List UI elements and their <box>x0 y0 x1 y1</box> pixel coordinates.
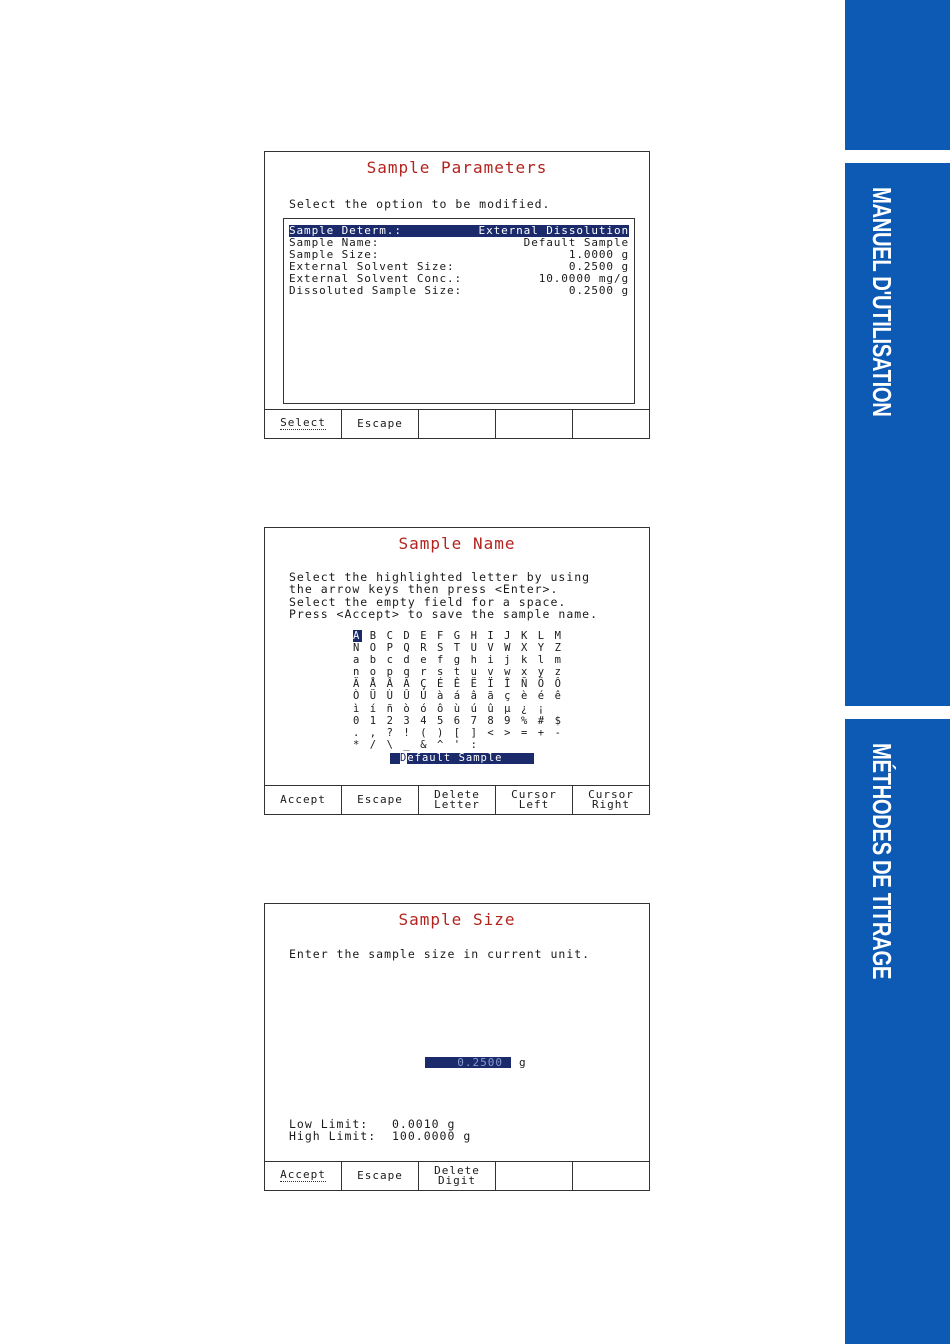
character-key[interactable]: J <box>504 630 511 642</box>
character-key[interactable]: X <box>520 642 528 655</box>
character-key[interactable]: ! <box>403 726 410 739</box>
character-key[interactable]: Ô <box>554 678 561 691</box>
character-key[interactable]: Q <box>403 642 410 655</box>
character-key[interactable]: ô <box>436 702 444 715</box>
character-key[interactable]: # <box>537 714 545 727</box>
sample-size-input[interactable]: 0.2500 <box>425 1057 511 1068</box>
character-key[interactable]: Â <box>386 678 393 691</box>
character-key[interactable]: ¿ <box>520 702 528 715</box>
character-key[interactable]: k <box>520 654 528 667</box>
limits-text: Low Limit: 0.0010 g High Limit: 100.0000 g <box>289 1117 472 1144</box>
parameter-label: Sample Size: <box>289 248 380 262</box>
character-key[interactable]: < <box>487 726 494 739</box>
character-key[interactable]: Ù <box>386 690 393 703</box>
character-key[interactable]: û <box>487 702 494 715</box>
character-key[interactable]: ñ <box>386 702 393 715</box>
character-key[interactable]: V <box>487 642 494 655</box>
character-key[interactable]: Ò <box>353 690 360 703</box>
softkey-menu <box>265 409 649 438</box>
character-key[interactable]: ç <box>504 690 511 703</box>
character-key[interactable] <box>555 703 572 715</box>
character-key[interactable]: H <box>470 630 477 642</box>
sample-parameters-screen <box>264 151 650 439</box>
character-key[interactable]: ^ <box>436 738 444 751</box>
character-key[interactable]: ì <box>353 702 360 715</box>
screen-title: Sample Name <box>398 534 516 553</box>
character-row <box>353 642 571 654</box>
character-key[interactable]: 1 <box>369 714 377 727</box>
character-key[interactable]: B <box>369 630 377 642</box>
character-key[interactable]: f <box>436 654 444 667</box>
sample-size-screen <box>264 903 650 1191</box>
character-key[interactable]: C <box>386 630 393 642</box>
character-key[interactable]: i <box>487 654 494 667</box>
character-key[interactable]: & <box>420 738 427 751</box>
select-button[interactable]: Select <box>265 410 342 438</box>
character-key[interactable]: o <box>369 666 377 679</box>
character-key[interactable]: l <box>537 654 545 667</box>
parameter-label: Sample Determ.: <box>289 224 402 237</box>
character-key[interactable]: 3 <box>403 714 410 727</box>
character-key[interactable]: Ê <box>453 678 461 691</box>
character-key[interactable]: 6 <box>453 714 461 727</box>
character-key[interactable]: b <box>369 654 377 667</box>
sidebar-tab-manuel <box>845 163 950 706</box>
character-key[interactable]: = <box>520 726 528 739</box>
character-key[interactable]: é <box>537 690 545 703</box>
parameter-value: 0.2500 g <box>568 260 629 274</box>
character-key[interactable]: á <box>453 690 461 703</box>
character-key[interactable] <box>555 739 572 751</box>
character-key[interactable]: * <box>353 738 360 751</box>
screen-title: Sample Parameters <box>366 158 548 177</box>
character-key[interactable]: % <box>520 714 528 727</box>
character-key[interactable]: r <box>420 666 427 679</box>
character-key[interactable]: [ <box>453 726 461 739</box>
character-key[interactable]: Ö <box>537 678 545 691</box>
character-key[interactable]: Î <box>504 678 511 691</box>
character-key[interactable]: v <box>487 666 494 679</box>
character-key[interactable]: D <box>403 630 410 642</box>
escape-button[interactable]: Escape <box>342 1162 419 1190</box>
character-key[interactable]: Û <box>403 690 410 703</box>
character-key[interactable]: Y <box>537 642 545 655</box>
instruction-text: Select the option to be modified. <box>289 197 551 211</box>
character-key[interactable]: à <box>436 690 444 703</box>
character-key[interactable]: w <box>504 666 511 679</box>
parameter-label: Sample Name: <box>289 236 380 250</box>
character-key[interactable]: _ <box>403 738 410 751</box>
parameter-value: Default Sample <box>523 236 629 250</box>
character-key[interactable]: , <box>369 726 377 739</box>
character-key[interactable]: G <box>453 630 461 642</box>
character-key[interactable]: 0 <box>353 714 360 727</box>
character-key[interactable]: ù <box>453 702 461 715</box>
character-key[interactable]: Z <box>554 642 561 655</box>
parameter-row-dissoluted-sample-size[interactable] <box>289 285 629 297</box>
character-key[interactable]: e <box>420 654 427 667</box>
softkey-menu <box>265 785 649 814</box>
character-key[interactable]: ¡ <box>537 702 545 715</box>
character-key[interactable]: $ <box>554 714 561 727</box>
character-row <box>353 630 571 642</box>
character-key[interactable]: u <box>470 666 477 679</box>
character-key[interactable]: y <box>537 666 545 679</box>
character-row <box>353 715 571 727</box>
softkey-menu <box>265 1161 649 1190</box>
character-key[interactable]: g <box>453 654 461 667</box>
character-key[interactable]: S <box>436 642 444 655</box>
character-key[interactable]: Ú <box>420 690 427 703</box>
character-key[interactable]: K <box>520 630 528 642</box>
character-key[interactable]: F <box>436 630 444 642</box>
parameter-value: 1.0000 g <box>568 248 629 262</box>
character-key[interactable]: L <box>537 630 545 642</box>
character-key[interactable] <box>521 739 538 751</box>
character-key[interactable]: A <box>353 630 362 642</box>
character-key[interactable]: ò <box>403 702 410 715</box>
sample-size-unit: g <box>519 1056 526 1069</box>
character-key[interactable]: n <box>353 666 360 679</box>
instruction-text: Enter the sample size in current unit. <box>289 947 591 961</box>
character-key[interactable]: d <box>403 654 410 667</box>
character-key[interactable]: j <box>504 654 511 667</box>
character-key[interactable]: p <box>386 666 393 679</box>
character-key[interactable]: Ü <box>369 690 377 703</box>
character-key[interactable]: ã <box>487 690 494 703</box>
character-key[interactable]: T <box>453 642 461 655</box>
character-key[interactable]: è <box>520 690 528 703</box>
character-key[interactable]: 7 <box>470 714 477 727</box>
character-key[interactable]: q <box>403 666 410 679</box>
softkey-3[interactable] <box>419 410 496 438</box>
character-key[interactable]: O <box>369 642 377 655</box>
character-key[interactable]: U <box>470 642 477 655</box>
character-key[interactable]: ) <box>436 726 444 739</box>
character-row <box>353 703 571 715</box>
softkey-4[interactable] <box>496 410 573 438</box>
sample-name-screen <box>264 527 650 815</box>
cursor-left-button[interactable]: Cursor Left <box>496 786 573 814</box>
character-row <box>353 690 571 702</box>
character-key[interactable]: ] <box>470 726 477 739</box>
screen-title: Sample Size <box>398 910 516 929</box>
parameter-value: External Dissolution <box>478 224 629 237</box>
parameter-value: 10.0000 mg/g <box>538 272 629 286</box>
character-key[interactable]: N <box>353 642 360 655</box>
character-key[interactable]: / <box>369 738 377 751</box>
character-key[interactable]: ( <box>420 726 427 739</box>
character-key[interactable]: E <box>420 630 427 642</box>
character-row <box>353 678 571 690</box>
character-row <box>353 727 571 739</box>
character-row <box>353 666 571 678</box>
character-key[interactable]: . <box>353 726 360 739</box>
character-key[interactable]: ú <box>470 702 477 715</box>
accept-button[interactable]: Accept <box>265 1162 342 1190</box>
character-key[interactable]: - <box>554 726 561 739</box>
escape-button[interactable]: Escape <box>342 786 419 814</box>
delete-digit-button[interactable]: Delete Digit <box>419 1162 496 1190</box>
character-key[interactable]: Ñ <box>520 678 528 691</box>
character-key[interactable]: z <box>554 666 561 679</box>
character-row <box>353 654 571 666</box>
parameter-label: External Solvent Size: <box>289 260 455 274</box>
character-key[interactable]: â <box>470 690 477 703</box>
character-key[interactable]: ' <box>453 738 461 751</box>
character-row <box>353 739 571 751</box>
sample-name-field[interactable] <box>390 753 534 764</box>
character-key[interactable]: 5 <box>436 714 444 727</box>
character-key[interactable]: I <box>487 630 494 642</box>
character-key[interactable]: c <box>386 654 393 667</box>
softkey-5[interactable] <box>573 410 649 438</box>
character-key[interactable]: s <box>436 666 444 679</box>
sidebar-tab-methodes-label: MÉTHODES DE TITRAGE <box>867 743 897 979</box>
character-key[interactable]: P <box>386 642 393 655</box>
character-key[interactable]: Ã <box>403 678 410 691</box>
character-key[interactable]: Ï <box>487 678 494 691</box>
character-key[interactable]: 4 <box>420 714 427 727</box>
character-key[interactable]: > <box>504 726 511 739</box>
character-key[interactable]: M <box>554 630 561 642</box>
character-key[interactable]: 8 <box>487 714 494 727</box>
instruction-text: Select the highlighted letter by using the arrow keys then press <Enter>. Select the empty field for a space. Press <Accept> to save the sample name. <box>289 570 599 621</box>
character-key[interactable]: Ë <box>470 678 477 691</box>
character-grid <box>353 630 571 751</box>
character-key[interactable]: h <box>470 654 477 667</box>
character-key[interactable]: ? <box>386 726 393 739</box>
parameter-value: 0.2500 g <box>568 284 629 298</box>
escape-button[interactable]: Escape <box>342 410 419 438</box>
character-key[interactable]: 9 <box>504 714 511 727</box>
character-key[interactable]: µ <box>504 702 511 715</box>
character-key[interactable]: t <box>453 666 461 679</box>
character-key[interactable]: R <box>420 642 427 655</box>
character-key[interactable]: W <box>504 642 511 655</box>
character-key[interactable]: í <box>369 702 377 715</box>
character-key[interactable]: ó <box>420 702 427 715</box>
softkey-5[interactable] <box>573 1162 649 1190</box>
cursor-right-button[interactable]: Cursor Right <box>588 787 634 811</box>
parameter-label: Dissoluted Sample Size: <box>289 284 463 298</box>
sample-name-text: efault Sample <box>407 752 503 764</box>
character-key[interactable] <box>487 739 504 751</box>
character-key[interactable]: 2 <box>386 714 393 727</box>
parameter-list <box>283 218 635 404</box>
character-key[interactable]: + <box>537 726 545 739</box>
character-key[interactable] <box>504 739 521 751</box>
character-key[interactable]: Ä <box>353 678 360 691</box>
parameter-label: External Solvent Conc.: <box>289 272 463 286</box>
character-key[interactable]: ê <box>554 690 561 703</box>
character-key[interactable]: É <box>436 678 444 691</box>
softkey-4[interactable] <box>496 1162 573 1190</box>
character-key[interactable]: x <box>520 666 528 679</box>
accept-button[interactable]: Accept <box>265 786 342 814</box>
text-cursor: D <box>400 752 408 764</box>
character-key[interactable]: Å <box>369 678 377 691</box>
character-key[interactable]: \ <box>386 738 393 751</box>
sidebar-tab-methodes <box>845 719 950 1344</box>
character-key[interactable] <box>538 739 555 751</box>
character-key[interactable]: a <box>353 654 360 667</box>
character-key[interactable]: Ç <box>420 678 427 691</box>
sidebar-tab-top <box>845 0 950 150</box>
character-key[interactable]: m <box>554 654 561 667</box>
sidebar-tab-manuel-label: MANUEL D'UTILISATION <box>867 187 897 417</box>
delete-letter-button[interactable]: Delete Letter <box>419 786 496 814</box>
character-key[interactable]: : <box>470 738 477 751</box>
